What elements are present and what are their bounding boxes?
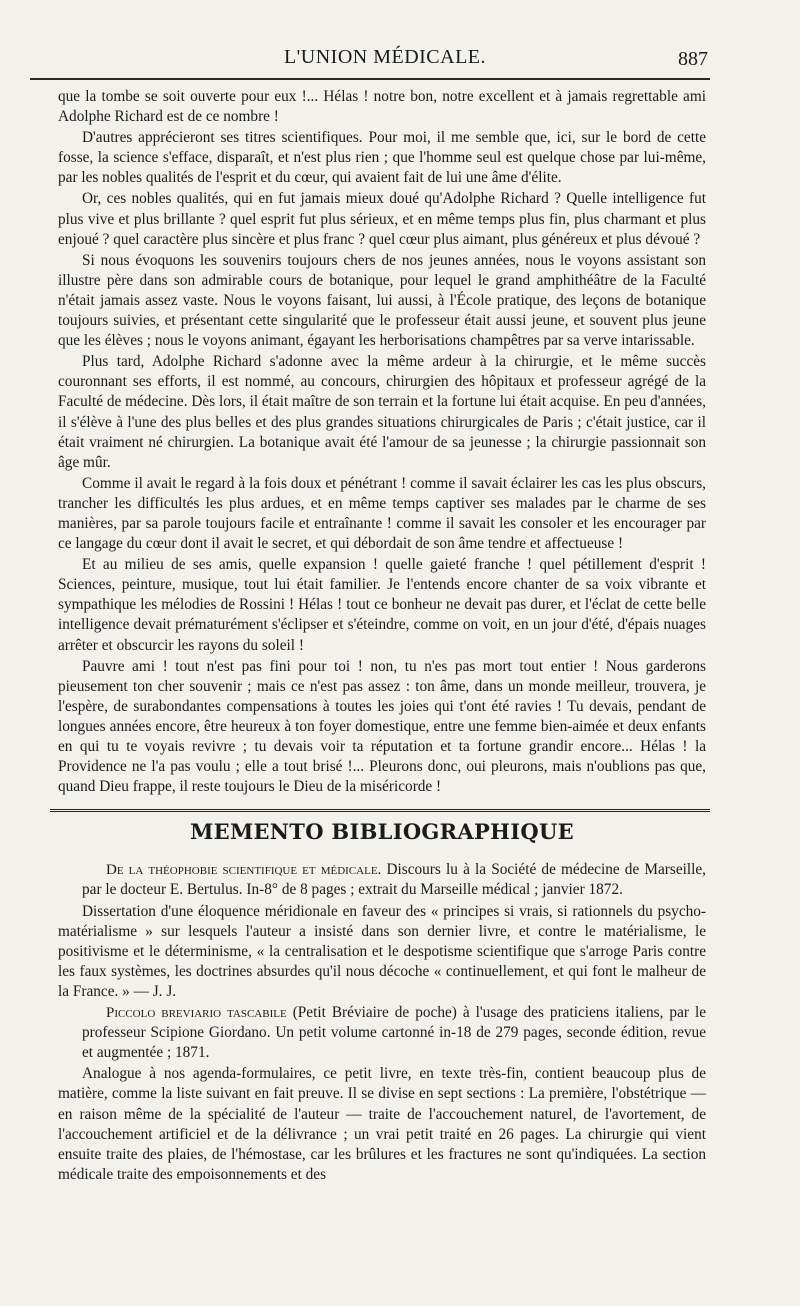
page-number: 887 [678,48,708,70]
journal-title: L'UNION MÉDICALE. [283,46,487,68]
article-paragraph: Or, ces nobles qualités, qui en fut jamais mieux doué qu'Adolphe Richard ? Quelle intelligence fut plus vive et plus brillante ? quel esprit fut plus sérieux, et en même temps plus fin, plus charmant et plus enjoué ? quel caractère plus sincère et plus franc ? quel cœur plus aimant, plus généreux et plus dévoué ? [58,190,706,248]
header-rule [30,78,710,80]
entry-review: Dissertation d'une éloquence méridionale en faveur des « principes si vrais, si rationnels du psycho-matérialisme » sur lesquels l'auteur a insisté dans son dernier livre, et contre le matérialisme, le positivisme et le déterminisme, « la centralisation et le despotisme scientifique que s'arroge Paris contre les faux systèmes, les doctrines absurdes qu'il nous décoche « continuellement, et qui font le malheur de la France. » — J. J. [58,902,706,1000]
page-body [58,87,706,1186]
article-paragraph: Et au milieu de ses amis, quelle expansion ! quelle gaieté franche ! quel pétillement d'esprit ! Sciences, peinture, musique, tout lui était familier. Je l'entends encore chanter de sa voix vibrante et sympathique les mélodies de Rossini ! Hélas ! tout ce bonheur ne devait pas durer, et l'éclat de cette belle intelligence devait prématurément s'éclipser et s'éteindre, comme on voit, en un jour d'été, d'épais nuages arrêter et obscurcir les rayons du soleil ! [58,556,706,654]
entry-citation: Discours lu à la Société de médecine de Marseille, par le docteur E. Bertulus. In-8° de 8 pages ; extrait du Marseille médical ; janvier 1872. [82,861,706,899]
section-separator [50,809,710,812]
article-paragraph: Plus tard, Adolphe Richard s'adonne avec la même ardeur à la chirurgie, et le même succès couronnant ses efforts, il est nommé, au concours, chirurgien des hôpitaux et professeur agrégé de la Faculté de médecine. Dès lors, il était maître de son terrain et la fortune lui était acquise. En peu d'années, il s'élève à l'une des plus belles et des plus grandes situations chirurgicales de Paris ; c'était justice, car il était vraiment né chirurgien. La botanique avait été l'amour de sa jeunesse ; la chirurgie passionnait son âge mûr. [58,353,706,471]
entry-review: Analogue à nos agenda-formulaires, ce petit livre, en texte très-fin, contient beaucoup plus de matière, comme la liste suivant en fait preuve. Il se divise en sept sections : La première, l'obstétrique — en raison même de la spécialité de l'auteur — traite de l'accouchement naturel, de l'avortement, de l'accouchement artificiel et de la délivrance ; un vrai petit traité en 26 pages. La chirurgie qui vient ensuite traite des plaies, de l'hémostase, car les brûlures et les fractures ne sont qu'indiquées. La section médicale traite des empoisonnements et des [58,1065,706,1183]
article-paragraph: Si nous évoquons les souvenirs toujours chers de nos jeunes années, nous le voyons assistant son illustre père dans son admirable cours de botanique, pour lequel le grand amphithéâtre de la Faculté n'était jamais assez vaste. Nous le voyons faisant, lui aussi, à l'École pratique, des leçons de botanique toujours suivies, et présentant cette singularité que le professeur était aussi jeune, et souvent plus jeune que les élèves ; nous le voyons animant, égayant les herborisations champêtres par sa verve intarissable. [58,251,706,350]
section-heading: MEMENTO BIBLIOGRAPHIQUE [190,819,574,845]
article-paragraph: D'autres apprécieront ses titres scientifiques. Pour moi, il me semble que, ici, sur le bord de cette fosse, la science s'efface, disparaît, et n'est plus rien ; que l'homme seul est quelque chose par lui-même, par les nobles qualités de l'esprit et du cœur, qui avaient fait de lui une âme d'élite. [58,129,706,187]
bibliography-entry [58,1003,706,1063]
entry-title: De la théophobie scientifique et médicale. [106,862,382,879]
article-paragraph: que la tombe se soit ouverte pour eux !... Hélas ! notre bon, notre excellent et à jamais regrettable ami Adolphe Richard est de ce nombre ! [58,88,706,126]
article-paragraph: Pauvre ami ! tout n'est pas fini pour toi ! non, tu n'es pas mort tout entier ! Nous garderons pieusement ton cher souvenir ; mais ce n'est pas assez : ton âme, dans un monde meilleur, trouvera, je l'espère, de surabondantes compensations à toutes les joies qui t'ont été ravies ! Tu devais, pendant de longues années encore, être heureux à ton foyer domestique, entre une femme bien-aimée et deux enfants en qui tu te voyais revivre ; tu devais voir ta réputation et ta fortune grandir encore... Hélas ! la Providence ne l'a pas voulu ; elle a tout brisé !... Pleurons donc, oui pleurons, mais n'oublions pas que, quand Dieu frappe, il reste toujours le Dieu de la miséricorde ! [58,657,706,796]
article-paragraph: Comme il avait le regard à la fois doux et pénétrant ! comme il savait éclairer les cas les plus obscurs, trancher les difficultés les plus ardues, et en même temps captiver ses malades par le charme de ses manières, par sa parole toujours facile et entraînante ! comme il savait les consoler et les encourager par ce langage du cœur dont il avait le secret, et qui débordait de son âme tendre et affectueuse ! [58,474,706,553]
running-header [0,44,800,74]
bibliography-entry [58,860,706,900]
entry-title: Piccolo breviario tascabile [106,1005,287,1022]
entry-citation: (Petit Bréviaire de poche) à l'usage des praticiens italiens, par le professeur Scipione Giordano. Un petit volume cartonné in-18 de 279 pages, seconde édition, revue et augmentée ; 1871. [82,1004,707,1062]
